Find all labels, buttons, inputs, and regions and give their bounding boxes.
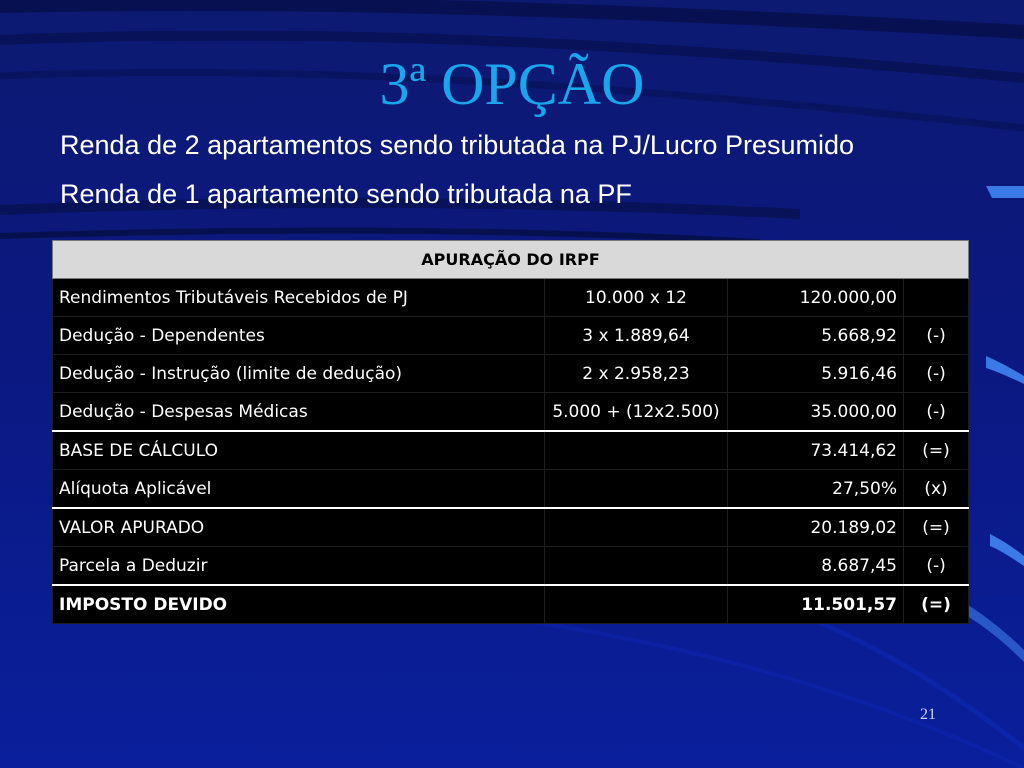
row-value: 5.668,92 — [728, 317, 904, 355]
subtitle-line-2: Renda de 1 apartamento sendo tributada na PF — [60, 179, 632, 209]
row-label: Dedução - Despesas Médicas — [53, 393, 545, 432]
row-value: 120.000,00 — [728, 279, 904, 317]
row-operator: (-) — [904, 547, 969, 586]
row-value: 73.414,62 — [728, 431, 904, 470]
row-operator: (=) — [904, 585, 969, 624]
row-formula — [545, 470, 728, 509]
table-row — [53, 317, 969, 355]
row-formula — [545, 431, 728, 470]
row-label: VALOR APURADO — [53, 508, 545, 547]
table-row-total — [53, 585, 969, 624]
row-label: Alíquota Aplicável — [53, 470, 545, 509]
row-value: 8.687,45 — [728, 547, 904, 586]
row-operator: (=) — [904, 508, 969, 547]
slide-title: 3ª OPÇÃO — [379, 51, 645, 117]
page-number: 21 — [920, 706, 936, 723]
row-formula — [545, 585, 728, 624]
table-row — [53, 279, 969, 317]
irpf-table — [52, 240, 969, 624]
row-formula — [545, 547, 728, 586]
row-operator: (-) — [904, 317, 969, 355]
row-value: 11.501,57 — [728, 585, 904, 624]
row-label: IMPOSTO DEVIDO — [53, 585, 545, 624]
table-row — [53, 547, 969, 586]
row-formula: 2 x 2.958,23 — [545, 355, 728, 393]
table-row — [53, 470, 969, 509]
row-operator — [904, 279, 969, 317]
table-header-row — [53, 241, 969, 279]
row-operator: (-) — [904, 393, 969, 432]
row-formula: 10.000 x 12 — [545, 279, 728, 317]
subtitle-line-1: Renda de 2 apartamentos sendo tributada na PJ/Lucro Presumido — [60, 130, 854, 160]
table-row — [53, 431, 969, 470]
row-formula — [545, 508, 728, 547]
row-operator: (x) — [904, 470, 969, 509]
row-formula: 5.000 + (12x2.500) — [545, 393, 728, 432]
row-formula: 3 x 1.889,64 — [545, 317, 728, 355]
row-label: BASE DE CÁLCULO — [53, 431, 545, 470]
row-label: Rendimentos Tributáveis Recebidos de PJ — [53, 279, 545, 317]
row-value: 5.916,46 — [728, 355, 904, 393]
table-row — [53, 393, 969, 432]
row-label: Parcela a Deduzir — [53, 547, 545, 586]
table-header: APURAÇÃO DO IRPF — [53, 241, 969, 279]
row-value: 35.000,00 — [728, 393, 904, 432]
row-label: Dedução - Instrução (limite de dedução) — [53, 355, 545, 393]
table-row — [53, 508, 969, 547]
row-value: 27,50% — [728, 470, 904, 509]
table-row — [53, 355, 969, 393]
row-label: Dedução - Dependentes — [53, 317, 545, 355]
row-operator: (-) — [904, 355, 969, 393]
row-value: 20.189,02 — [728, 508, 904, 547]
row-operator: (=) — [904, 431, 969, 470]
